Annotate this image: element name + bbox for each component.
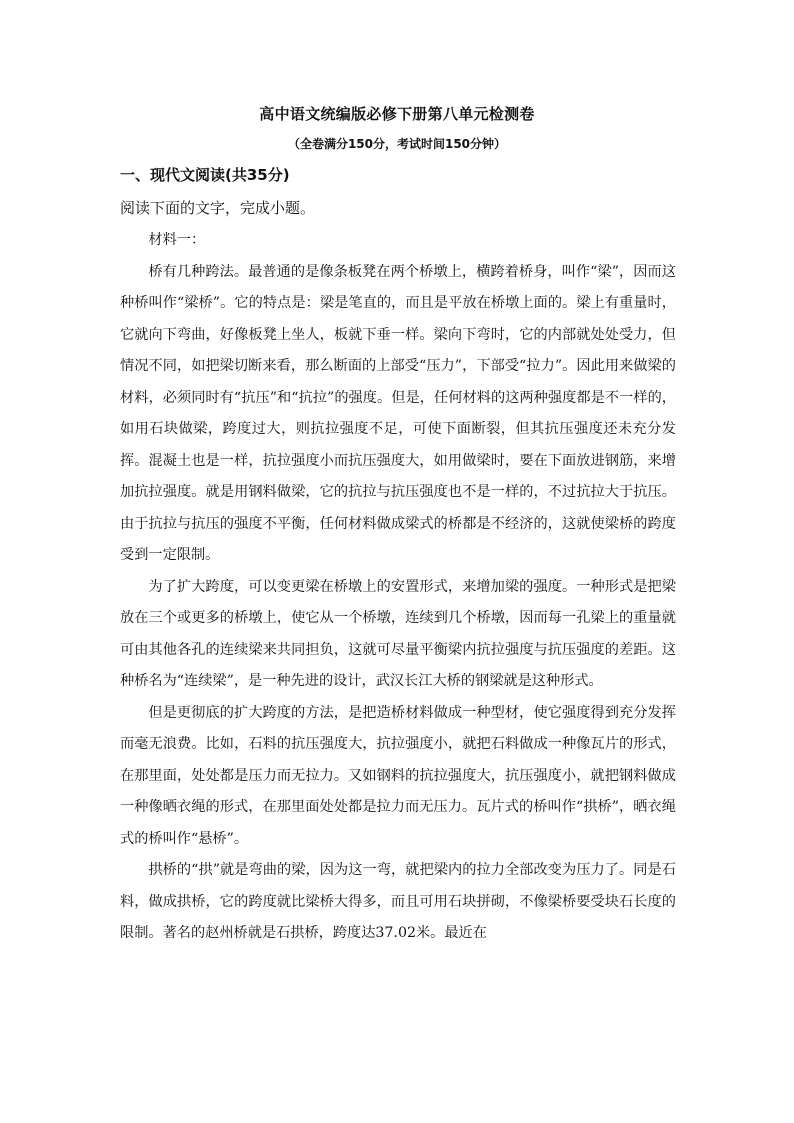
reading-passage	[120, 225, 676, 950]
page-title: 高中语文统编版必修下册第八单元检测卷	[259, 105, 535, 123]
exam-info-subtitle: （全卷满分150分，考试时间150分钟）	[287, 137, 507, 151]
reading-instruction: 阅读下面的文字，完成小题。	[120, 199, 316, 217]
passage-paragraph-1: 桥有几种跨法。最普通的是像条板凳在两个桥墩上，横跨着桥身，叫作“梁”，因而这种桥叫作“梁桥”。它的特点是：梁是笔直的，而且是平放在桥墩上面的。梁上有重量时，它就向下弯曲，好像板凳上坐人，板就下垂一样。梁向下弯时，它的内部就处处受力，但情况不同，如把梁切断来看，那么断面的上部受“压力”，下部受“拉力”。因此用来做梁的材料，必须同时有“抗压”和“抗拉”的强度。但是，任何材料的这两种强度都是不一样的，如用石块做梁，跨度过大，则抗拉强度不足，可使下面断裂，但其抗压强度还未充分发挥。混凝土也是一样，抗拉强度小而抗压强度大，如用做梁时，要在下面放进钢筋，来增加抗拉强度。就是用钢料做梁，它的抗拉与抗压强度也不是一样的，不过抗拉大于抗压。由于抗拉与抗压的强度不平衡，任何材料做成梁式的桥都是不经济的，这就使梁桥的跨度受到一定限制。	[120, 263, 676, 563]
passage-paragraph-2: 为了扩大跨度，可以变更梁在桥墩上的安置形式，来增加梁的强度。一种形式是把梁放在三个或更多的桥墩上，使它从一个桥墩，连续到几个桥墩，因而每一孔梁上的重量就可由其他各孔的连续梁来共同担负，这就可尽量平衡梁内抗拉强度与抗压强度的差距。这种桥名为“连续梁”，是一种先进的设计，武汉长江大桥的钢梁就是这种形式。	[120, 578, 676, 689]
section-heading: 一、现代文阅读(共35分)	[120, 166, 290, 184]
material-label: 材料一：	[148, 232, 206, 248]
passage-paragraph-3: 但是更彻底的扩大跨度的方法，是把造桥材料做成一种型材，使它强度得到充分发挥而毫无浪费。比如，石料的抗压强度大，抗拉强度小，就把石料做成一种像瓦片的形式，在那里面，处处都是压力而无拉力。又如钢料的抗拉强度大，抗压强度小，就把钢料做成一种像晒衣绳的形式，在那里面处处都是拉力而无压力。瓦片式的桥叫作“拱桥”，晒衣绳式的桥叫作“悬桥”。	[120, 704, 676, 847]
passage-paragraph-4: 拱桥的“拱”就是弯曲的梁，因为这一弯，就把梁内的拉力全部改变为压力了。同是石料，做成拱桥，它的跨度就比梁桥大得多，而且可用石块拼砌，不像梁桥要受块石长度的限制。著名的赵州桥就是石拱桥，跨度达37.02米。最近在	[120, 862, 676, 941]
